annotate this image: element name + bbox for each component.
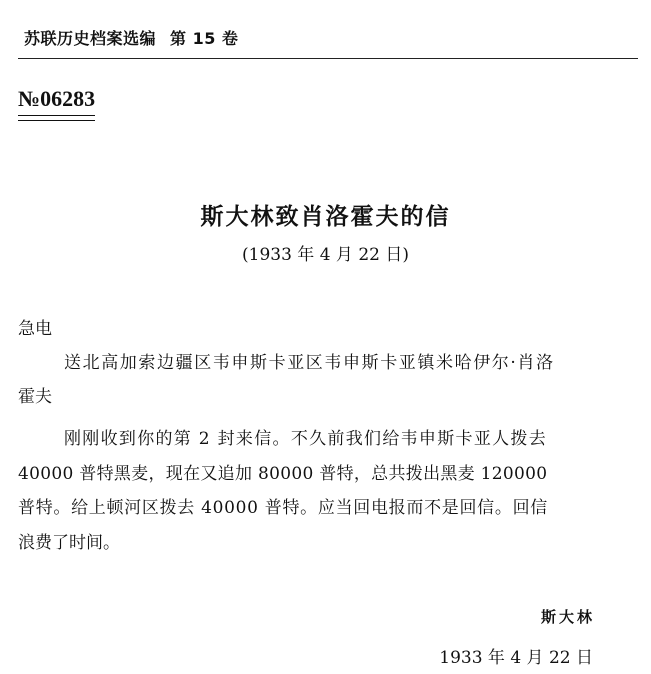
series-title: 苏联历史档案选编 xyxy=(24,29,157,48)
document-date: (1933 年 4 月 22 日) xyxy=(242,245,409,265)
body-line: 刚刚收到你的第 2 封来信。不久前我们给韦申斯卡亚人拨去 xyxy=(64,429,548,449)
document-number-underline xyxy=(18,115,95,121)
body-line: 浪费了时间。 xyxy=(18,533,120,553)
body-line: 40000 普特黑麦，现在又追加 80000 普特，总共拨出黑麦 120000 xyxy=(18,464,548,484)
signature: 斯大林 xyxy=(540,608,595,626)
address-line: 霍夫 xyxy=(18,387,52,407)
header-rule xyxy=(18,58,638,59)
urgency-label: 急电 xyxy=(18,319,52,339)
running-header xyxy=(24,26,238,49)
document-number: №06283 xyxy=(18,86,96,111)
body-line: 普特。给上顿河区拨去 40000 普特。应当回电报而不是回信。回信 xyxy=(18,498,548,518)
document-title: 斯大林致肖洛霍夫的信 xyxy=(200,204,451,230)
document-number-block xyxy=(18,86,95,121)
signature-date: 1933 年 4 月 22 日 xyxy=(439,648,593,668)
address-line: 送北高加索边疆区韦申斯卡亚区韦申斯卡亚镇米哈伊尔·肖洛 xyxy=(64,353,555,373)
volume-label: 第 15 卷 xyxy=(170,29,239,48)
